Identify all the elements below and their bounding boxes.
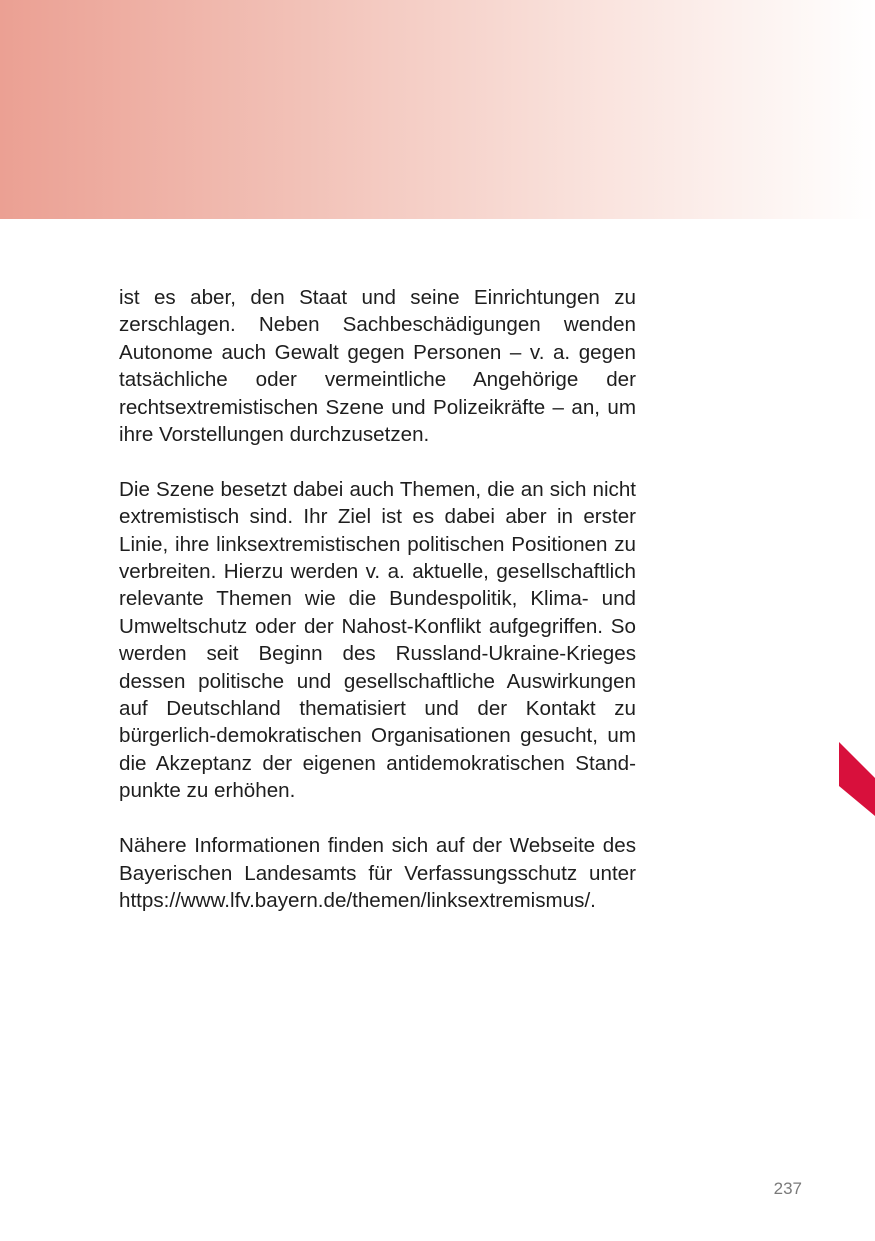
chapter-tab-marker — [839, 742, 875, 816]
paragraph-weitere-informationen: Nähere Informationen finden sich auf der Webseite des Bayerischen Landesamts für Verfassungsschutz unter https://www.lfv.bayern.de/themen/​linksextremismus/. — [119, 834, 636, 912]
page-number: 237 — [773, 1179, 802, 1198]
paragraph-themen: Die Szene besetzt dabei auch Themen, die an sich nicht extremistisch sind. Ihr Ziel ist es dabei aber in erster Linie, ihre linksextremistischen politischen Positionen zu verbreiten. Hierzu werden v. a. aktuelle, gesellschaftlich relevante Themen wie die Bundespolitik, Klima- und Umweltschutz oder der Nahost-Konflikt aufgegriffen. So werden seit Beginn des Russland-Ukraine-Krieges dessen politische und gesellschaftliche Auswirkungen auf Deutschland thematisiert und der Kontakt zu bürgerlich-demokratischen Organisationen gesucht, um die Akzeptanz der eigenen antidemokratischen Standpunkte zu erhöhen. — [119, 477, 636, 803]
body-text — [119, 284, 636, 942]
paragraph-autonome: ist es aber, den Staat und seine Einrichtungen zu zerschlagen. Neben Sachbeschädigungen wenden Autonome auch Gewalt gegen Personen – v. a. gegen tatsächliche oder vermeintliche Angehörige der rechtsextremistischen Szene und Polizeikräfte – an, um ihre Vorstellungen durchzusetzen. — [119, 286, 636, 447]
header-gradient-band — [0, 0, 875, 219]
